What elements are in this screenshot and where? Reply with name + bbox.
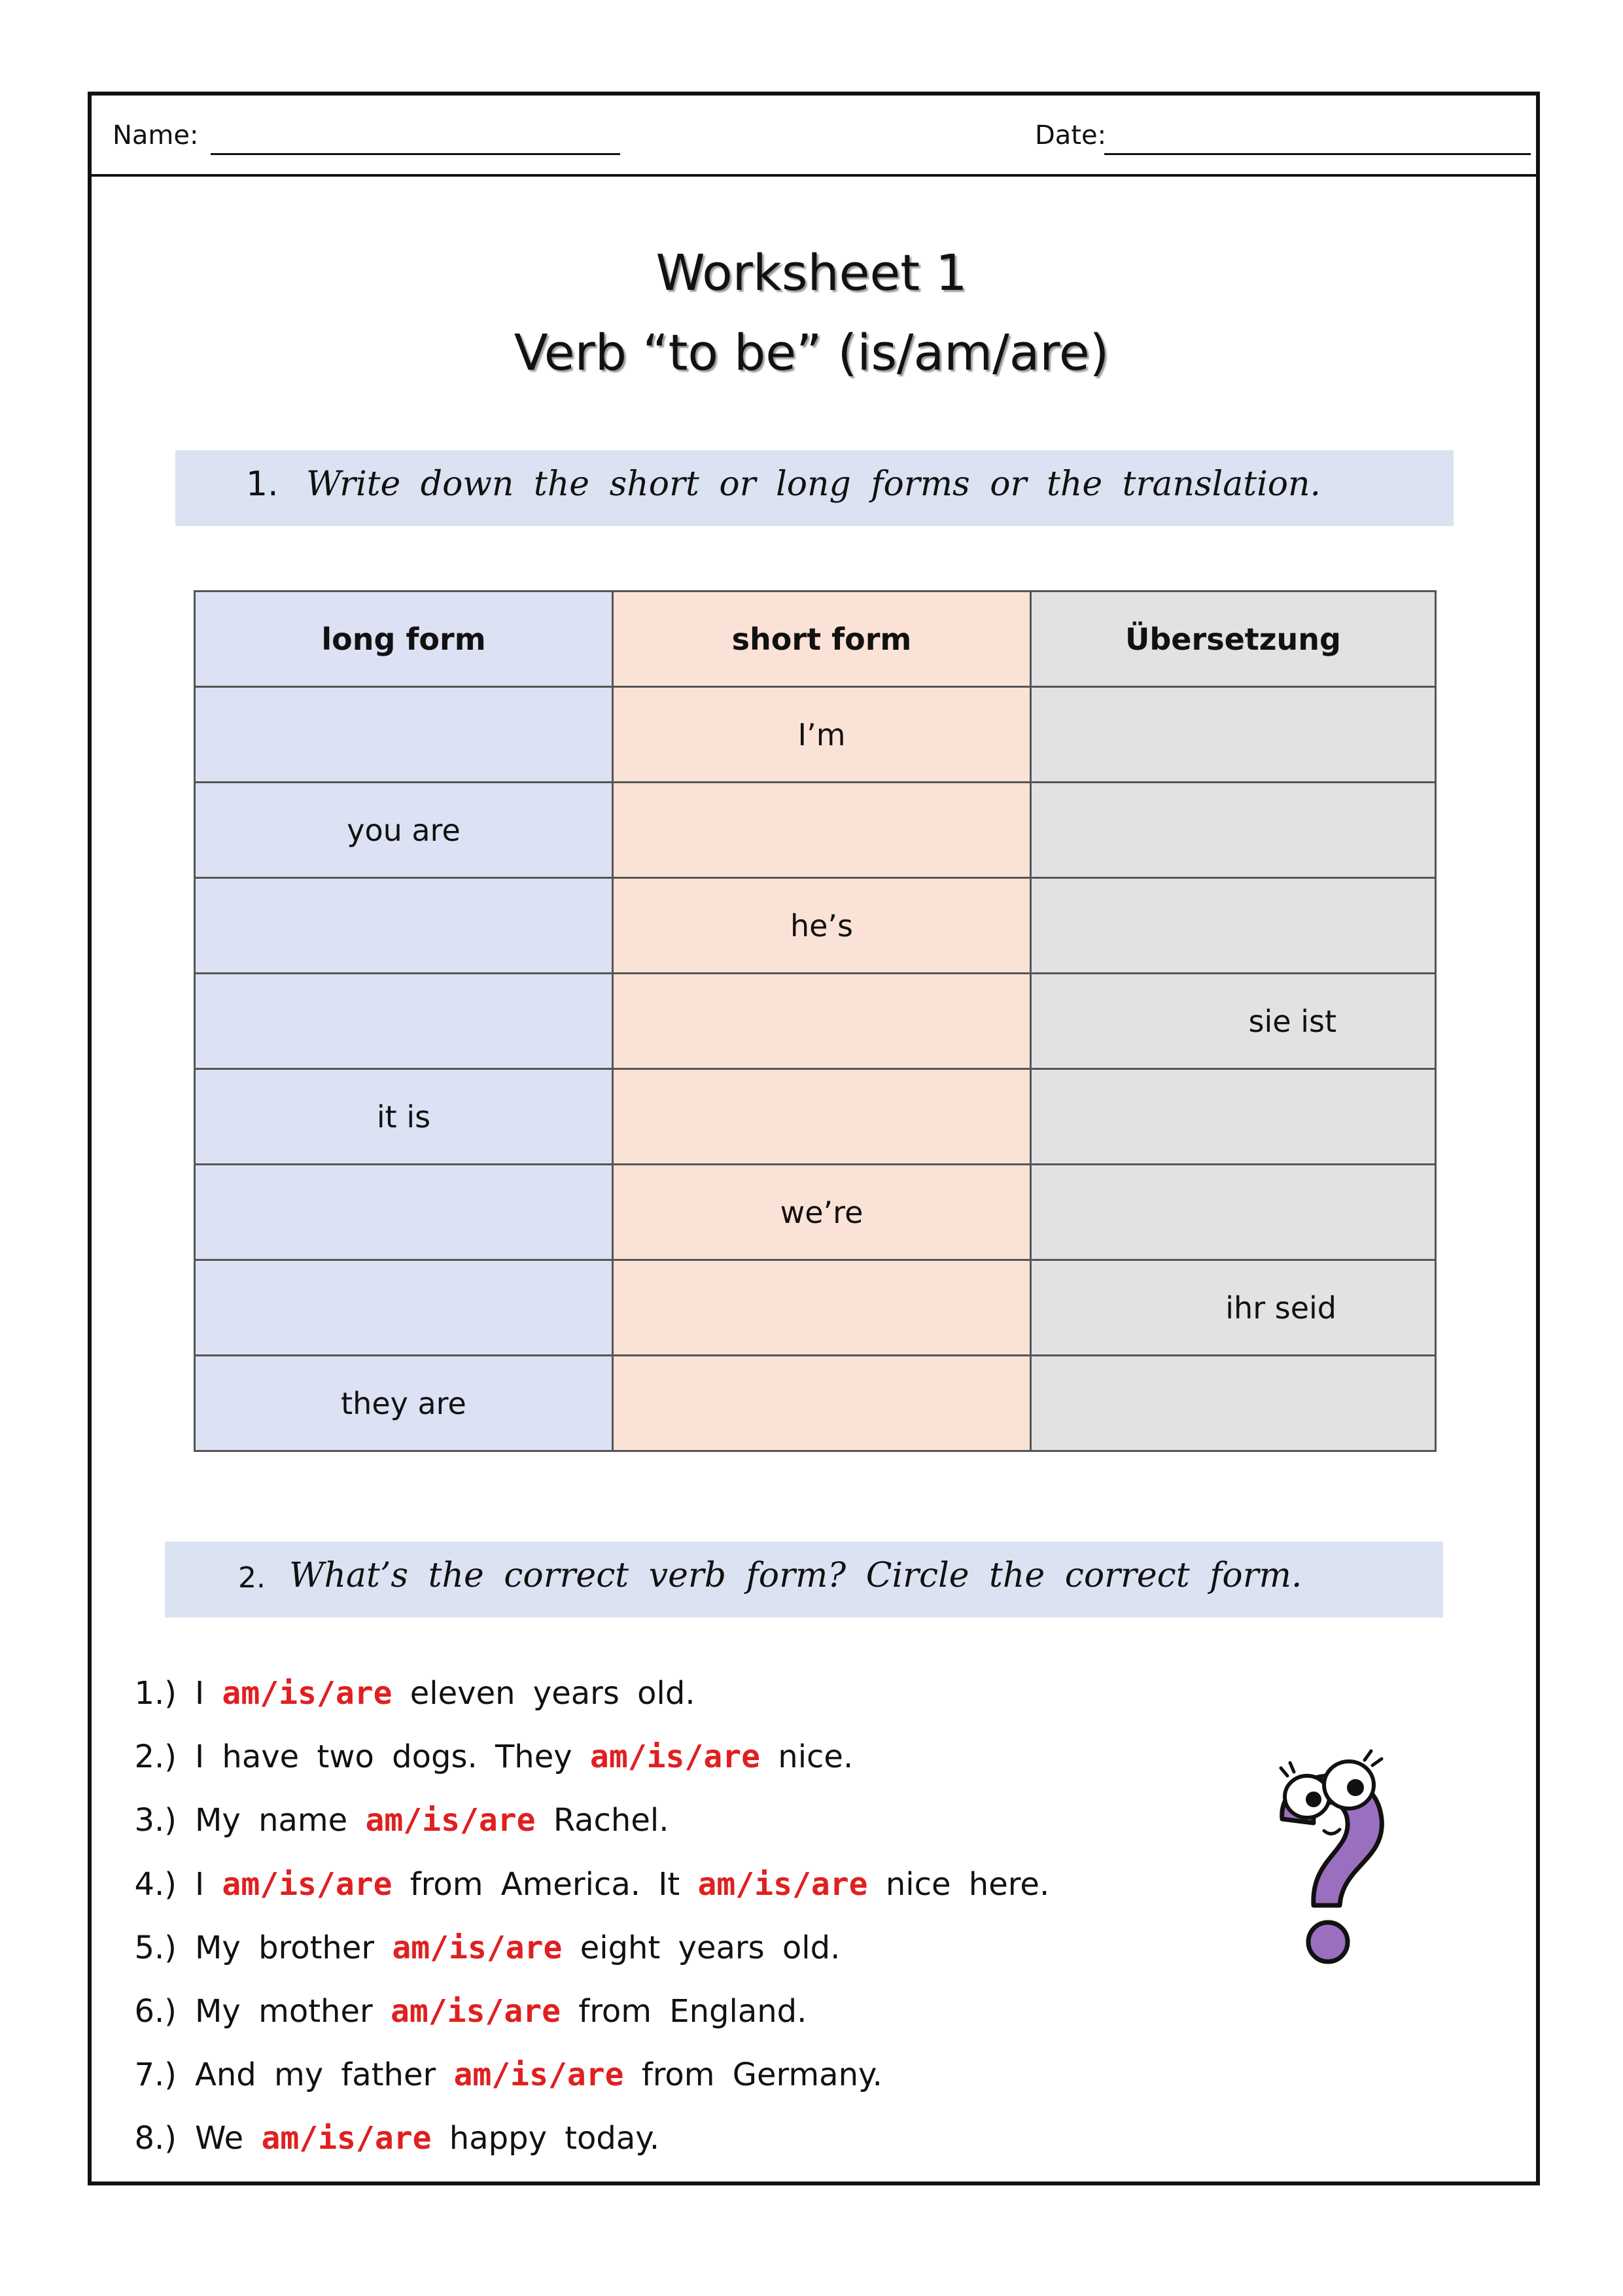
exercise-number: 8.) bbox=[134, 2120, 177, 2157]
sentence-text: I bbox=[195, 1865, 222, 1903]
cell-short-form[interactable] bbox=[613, 1260, 1031, 1356]
verb-choice[interactable]: am/is/are bbox=[222, 1675, 393, 1712]
name-label: Name: bbox=[113, 120, 199, 150]
question-mark-character-icon bbox=[1251, 1742, 1401, 1973]
cell-short-form[interactable] bbox=[613, 783, 1031, 878]
sentence-text: from Germany. bbox=[623, 2057, 882, 2094]
section2-instruction: What’s the correct verb form? Circle the correct form. bbox=[289, 1556, 1302, 1595]
section1-banner bbox=[175, 450, 1454, 526]
exercise-number: 4.) bbox=[134, 1865, 177, 1903]
table-row bbox=[195, 1069, 1436, 1165]
forms-table-wrap bbox=[194, 590, 1437, 1452]
section2-number: 2. bbox=[238, 1561, 266, 1595]
cell-long-form[interactable]: they are bbox=[195, 1356, 613, 1451]
sentence-text: We bbox=[195, 2120, 262, 2157]
sentence-text: eight years old. bbox=[562, 1929, 841, 1966]
table-row bbox=[195, 878, 1436, 974]
date-line[interactable] bbox=[1104, 153, 1531, 155]
cell-translation[interactable] bbox=[1031, 1165, 1436, 1260]
cell-short-form[interactable]: he’s bbox=[613, 878, 1031, 974]
cell-long-form[interactable] bbox=[195, 1165, 613, 1260]
exercise-number: 2.) bbox=[134, 1739, 177, 1776]
exercise-item bbox=[105, 1802, 1151, 1839]
table-row bbox=[195, 974, 1436, 1069]
exercise-number: 5.) bbox=[134, 1929, 177, 1966]
cell-long-form[interactable] bbox=[195, 1260, 613, 1356]
verb-choice[interactable]: am/is/are bbox=[261, 2120, 432, 2157]
exercise-number: 6.) bbox=[134, 1993, 177, 2030]
exercise-item bbox=[105, 1930, 1151, 1966]
sentence-text: I have two dogs. They bbox=[195, 1739, 590, 1776]
exercise-item bbox=[105, 2120, 1151, 2157]
sentence-text: nice here. bbox=[867, 1865, 1050, 1903]
cell-translation[interactable] bbox=[1031, 878, 1436, 974]
date-label: Date: bbox=[1035, 120, 1107, 150]
exercise-item bbox=[105, 2057, 1151, 2093]
cell-translation[interactable] bbox=[1031, 1356, 1436, 1451]
sentence-text: eleven years old. bbox=[392, 1675, 695, 1712]
table-row bbox=[195, 1165, 1436, 1260]
cell-short-form[interactable] bbox=[613, 1356, 1031, 1451]
sentence-text: And my father bbox=[195, 2057, 454, 2094]
verb-choice[interactable]: am/is/are bbox=[453, 2057, 624, 2094]
section2-banner bbox=[165, 1542, 1443, 1617]
sentence-text: My name bbox=[195, 1802, 366, 1839]
exercise-number: 3.) bbox=[134, 1802, 177, 1839]
name-line[interactable] bbox=[211, 153, 620, 155]
cell-long-form[interactable] bbox=[195, 974, 613, 1069]
cell-translation[interactable] bbox=[1031, 687, 1436, 783]
sentence-text: happy today. bbox=[431, 2120, 660, 2157]
sentence-text: My brother bbox=[195, 1929, 393, 1966]
verb-choice[interactable]: am/is/are bbox=[365, 1802, 536, 1839]
exercise-number: 7.) bbox=[134, 2057, 177, 2094]
header-short-form: short form bbox=[613, 592, 1031, 687]
verb-choice[interactable]: am/is/are bbox=[392, 1929, 563, 1966]
sentence-text: from America. It bbox=[392, 1865, 698, 1903]
verb-choice[interactable]: am/is/are bbox=[697, 1865, 868, 1903]
cell-short-form[interactable]: we’re bbox=[613, 1165, 1031, 1260]
cell-short-form[interactable] bbox=[613, 1069, 1031, 1165]
exercise-item bbox=[105, 1866, 1151, 1903]
worksheet-subtitle: Verb “to be” (is/am/are) bbox=[514, 323, 1109, 381]
table-header-row bbox=[195, 592, 1436, 687]
sentence-text: from England. bbox=[561, 1993, 807, 2030]
cell-short-form[interactable]: I’m bbox=[613, 687, 1031, 783]
exercise-item bbox=[105, 1739, 1151, 1775]
table-row bbox=[195, 1260, 1436, 1356]
cell-translation[interactable] bbox=[1031, 1069, 1436, 1165]
sentence-text: My mother bbox=[195, 1993, 391, 2030]
verb-choice[interactable]: am/is/are bbox=[222, 1865, 393, 1903]
table-row bbox=[195, 1356, 1436, 1451]
cell-long-form[interactable] bbox=[195, 878, 613, 974]
table-row bbox=[195, 687, 1436, 783]
cell-short-form[interactable] bbox=[613, 974, 1031, 1069]
sentence-text: Rachel. bbox=[535, 1802, 669, 1839]
header-row bbox=[92, 96, 1536, 177]
cell-long-form[interactable]: it is bbox=[195, 1069, 613, 1165]
sentence-text: I bbox=[195, 1675, 222, 1712]
cell-long-form[interactable] bbox=[195, 687, 613, 783]
section1-number: 1. bbox=[246, 465, 279, 504]
verb-choice[interactable]: am/is/are bbox=[589, 1739, 761, 1776]
table-row bbox=[195, 783, 1436, 878]
exercise-item bbox=[105, 1675, 1151, 1712]
exercise-number: 1.) bbox=[134, 1675, 177, 1712]
cell-translation[interactable]: sie ist bbox=[1031, 974, 1436, 1069]
cell-translation[interactable] bbox=[1031, 783, 1436, 878]
sentence-text: nice. bbox=[760, 1739, 854, 1776]
cell-long-form[interactable]: you are bbox=[195, 783, 613, 878]
forms-table bbox=[194, 590, 1437, 1452]
header-translation: Übersetzung bbox=[1031, 592, 1436, 687]
verb-choice[interactable]: am/is/are bbox=[390, 1993, 561, 2030]
worksheet-title: Worksheet 1 bbox=[655, 243, 968, 302]
section1-instruction: Write down the short or long forms or the translation. bbox=[306, 465, 1321, 504]
header-long-form: long form bbox=[195, 592, 613, 687]
exercise-item bbox=[105, 1993, 1151, 2030]
cell-translation[interactable]: ihr seid bbox=[1031, 1260, 1436, 1356]
